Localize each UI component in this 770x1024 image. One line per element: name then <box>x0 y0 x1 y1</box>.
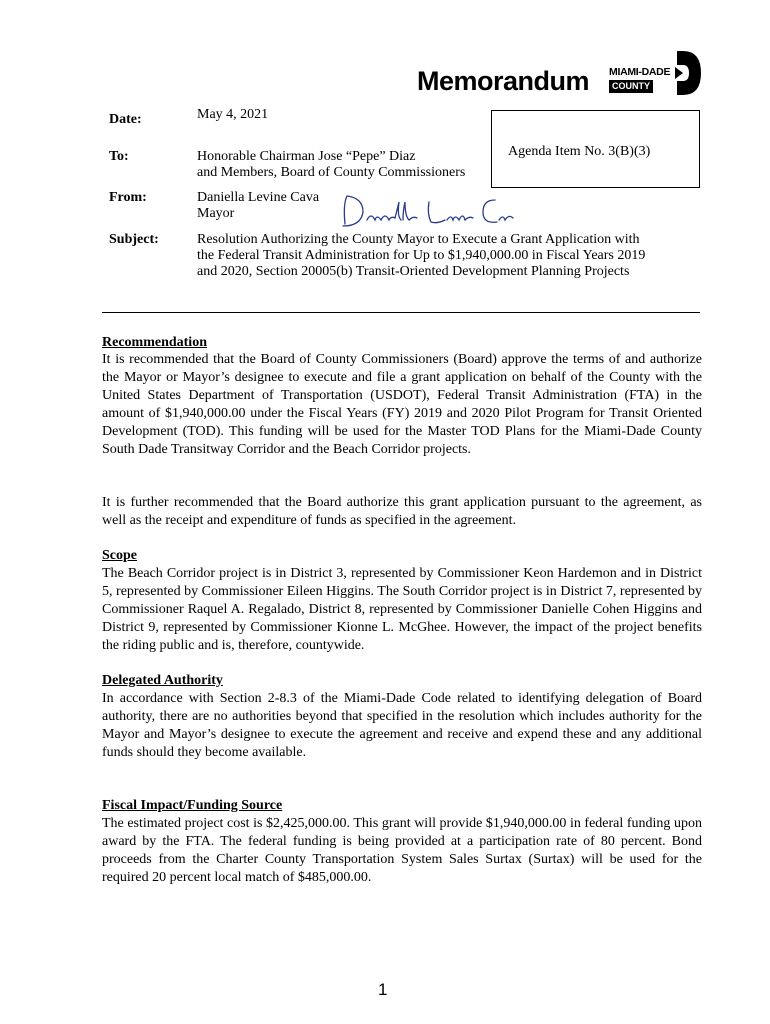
page-number: 1 <box>378 980 388 999</box>
delegated-authority-heading: Delegated Authority <box>102 673 223 688</box>
logo-county-badge: COUNTY <box>609 80 653 93</box>
scope-heading: Scope <box>102 548 137 563</box>
from-line-1: Daniella Levine Cava <box>197 190 320 205</box>
agenda-item-number: Agenda Item No. 3(B)(3) <box>508 144 651 159</box>
subject-line-2: the Federal Transit Administration for Up to $1,940,000.00 in Fiscal Years 2019 <box>197 248 646 263</box>
logo-d-icon <box>675 51 701 95</box>
from-line-2: Mayor <box>197 206 235 221</box>
date-value: May 4, 2021 <box>197 107 269 122</box>
memo-title: Memorandum <box>417 66 590 96</box>
subject-label: Subject: <box>109 232 159 247</box>
recommendation-paragraph-1: It is recommended that the Board of County Commissioners (Board) approve the terms of and authorize the Mayor or Mayor’s designee to execute and file a grant application on behalf of the County with the United States Department of Transportation (USDOT), Federal Transit Administration (FTA) in the amount of $1,940,000.00 under the Fiscal Years (FY) 2019 and 2020 Pilot Program for Transit Oriented Development (TOD). This funding will be used for the Master TOD Plans for the Miami-Dade County South Dade Transitway Corridor and the Beach Corridor projects. <box>102 352 702 457</box>
to-line-1: Honorable Chairman Jose “Pepe” Diaz <box>197 149 416 164</box>
delegated-authority-paragraph: In accordance with Section 2-8.3 of the Miami-Dade Code related to identifying delegation of Board authority, there are no authorities beyond that specified in the resolution which includes authority for the Mayor and Mayor’s designee to execute the agreement and receive and expend these and any additional funds should they become available. <box>102 691 702 760</box>
recommendation-heading: Recommendation <box>102 335 207 350</box>
recommendation-paragraph-2: It is further recommended that the Board authorize this grant application pursuant to the agreement, as well as the receipt and expenditure of funds as specified in the agreement. <box>102 495 702 528</box>
date-label: Date: <box>109 112 142 127</box>
agenda-item-box <box>491 110 700 188</box>
mayor-signature <box>337 190 517 234</box>
header-divider <box>102 312 700 313</box>
from-label: From: <box>109 190 147 205</box>
subject-line-3: and 2020, Section 20005(b) Transit-Oriented Development Planning Projects <box>197 264 630 279</box>
fiscal-impact-paragraph: The estimated project cost is $2,425,000.00. This grant will provide $1,940,000.00 in federal funding upon award by the FTA. The federal funding is being provided at a participation rate of 80 percent. Bond proceeds from the Charter County Transportation System Sales Surtax (Surtax) will be used for the required 20 percent local match of $485,000.00. <box>102 816 702 885</box>
scope-paragraph: The Beach Corridor project is in District 3, represented by Commissioner Keon Hardemon and in District 5, represented by Commissioner Eileen Higgins. The South Corridor project is in District 7, represented by Commissioner Raquel A. Regalado, District 8, represented by Commissioner Danielle Cohen Higgins and District 9, represented by Commissioner Kionne L. McGhee. However, the impact of the project benefits the riding public and is, therefore, countywide. <box>102 566 702 653</box>
subject-line-1: Resolution Authorizing the County Mayor to Execute a Grant Application with <box>197 232 640 247</box>
miami-dade-logo <box>609 51 701 97</box>
logo-text: MIAMI-DADE <box>609 66 671 78</box>
to-line-2: and Members, Board of County Commissioners <box>197 165 466 180</box>
fiscal-impact-heading: Fiscal Impact/Funding Source <box>102 798 283 813</box>
to-label: To: <box>109 149 129 164</box>
